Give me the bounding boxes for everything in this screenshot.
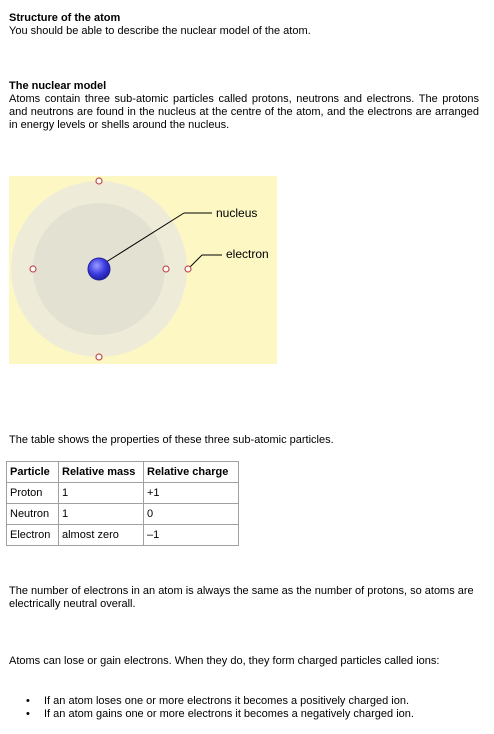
table-row (7, 483, 239, 504)
table-cell: Neutron (7, 504, 59, 525)
nucleus-label: nucleus (216, 206, 258, 220)
electron-left (30, 266, 36, 272)
table-intro: The table shows the properties of these three sub-atomic particles. (9, 434, 334, 446)
electron-label: electron (226, 247, 269, 261)
ions-paragraph: Atoms can lose or gain electrons. When they do, they form charged particles called ions: (9, 655, 440, 667)
table-row (7, 525, 239, 546)
list-item-text: If an atom gains one or more electrons it becomes a negatively charged ion. (44, 708, 414, 720)
table-cell: +1 (144, 483, 239, 504)
electron-bottom (96, 354, 102, 360)
bullet-icon: • (26, 708, 30, 720)
column-header-relative-charge: Relative charge (144, 462, 239, 483)
table-header-row (7, 462, 239, 483)
properties-table (6, 461, 239, 546)
table-cell: Proton (7, 483, 59, 504)
page-subtitle: You should be able to describe the nuclear model of the atom. (9, 25, 311, 37)
atom-diagram (9, 176, 277, 364)
list-item (24, 708, 484, 721)
section-heading: The nuclear model (9, 80, 107, 92)
nuclear-model-section (9, 80, 479, 132)
list-item-text: If an atom loses one or more electrons it becomes a positively charged ion. (44, 695, 410, 707)
page-title: Structure of the atom (9, 12, 121, 24)
electron-top (96, 178, 102, 184)
table-cell: Electron (7, 525, 59, 546)
bullet-icon: • (26, 695, 30, 707)
table-cell: 1 (59, 504, 144, 525)
title-section (9, 12, 479, 38)
nucleus (88, 258, 110, 280)
list-item (24, 695, 484, 708)
table-cell: –1 (144, 525, 239, 546)
electron-outer-right (185, 266, 191, 272)
column-header-relative-mass: Relative mass (59, 462, 144, 483)
section-paragraph: Atoms contain three sub-atomic particles called protons, neutrons and electrons. The protons and neutrons are found in the nucleus at the centre of the atom, and the electrons are arranged in energy levels or shells around the nucleus. (9, 93, 479, 131)
table-row (7, 504, 239, 525)
neutral-paragraph: The number of electrons in an atom is always the same as the number of protons, so atoms are electrically neutral overall. (9, 585, 474, 610)
table-cell: 1 (59, 483, 144, 504)
table-cell: almost zero (59, 525, 144, 546)
column-header-particle: Particle (7, 462, 59, 483)
table-cell: 0 (144, 504, 239, 525)
ion-bullet-list (24, 695, 484, 721)
electron-inner-right (163, 266, 169, 272)
